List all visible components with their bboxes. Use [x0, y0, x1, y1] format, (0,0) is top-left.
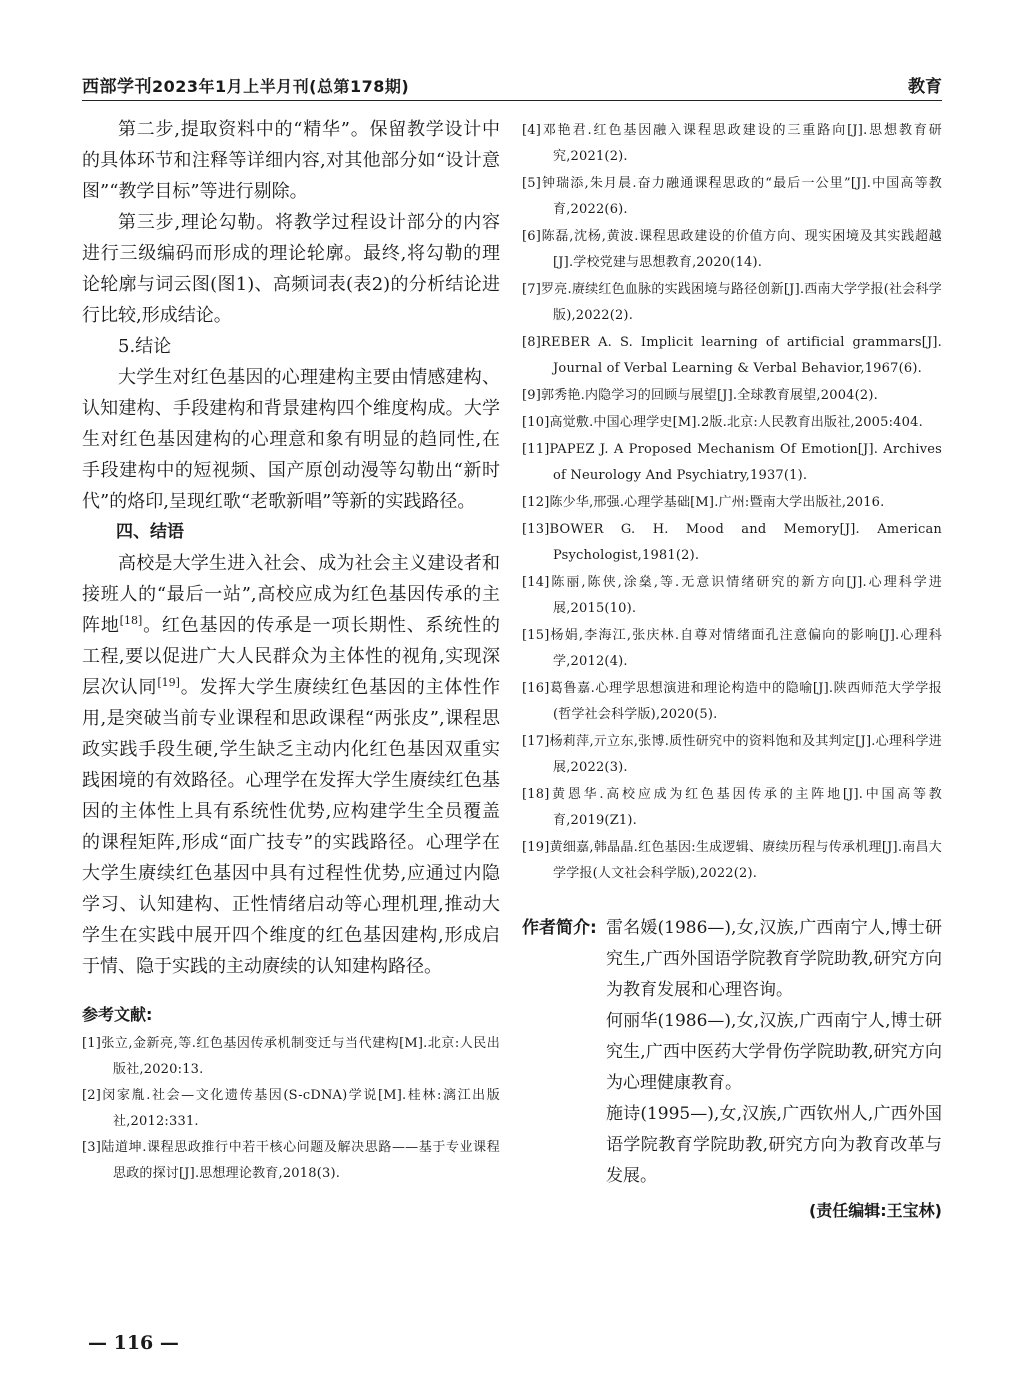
- epilogue-text-2: 。红色基因的传承是一项长期性、系统性的工程,要以促进广大人民群众为主体性的视角,实现深层次认同: [82, 615, 501, 698]
- reference-item: [6]陈磊,沈杨,黄波.课程思政建设的价值方向、现实困境及其实践超越[J].学校党建与思想教育,2020(14).: [522, 229, 942, 270]
- heading-epilogue: 四、结语: [116, 522, 184, 542]
- reference-item: [19]黄细嘉,韩晶晶.红色基因:生成逻辑、赓续历程与传承机理[J].南昌大学学报(人文社会科学版),2022(2).: [522, 840, 942, 881]
- right-column: [522, 118, 942, 1221]
- paragraph-step2: 第二步,提取资料中的“精华”。保留教学设计中的具体环节和注释等详细内容,对其他部分如“设计意图”“教学目标”等进行剔除。: [82, 119, 500, 202]
- reference-item: [17]杨莉萍,亓立东,张博.质性研究中的资料饱和及其判定[J].心理科学进展,2022(3).: [522, 734, 942, 775]
- author-entry: 雷名媛(1986—),女,汉族,广西南宁人,博士研究生,广西外国语学院教育学院助教,研究方向为教育发展和心理咨询。: [606, 918, 942, 1000]
- reference-item: [5]钟瑞添,朱月晨.奋力融通课程思政的“最后一公里”[J].中国高等教育,2022(6).: [522, 176, 942, 217]
- reference-item: [15]杨娟,李海江,张庆林.自尊对情绪面孔注意偏向的影响[J].心理科学,2012(4).: [522, 628, 942, 669]
- reference-item: [7]罗亮.赓续红色血脉的实践困境与路径创新[J].西南大学学报(社会科学版),2022(2).: [522, 282, 942, 323]
- citation-19: [19]: [157, 676, 180, 689]
- section-name: 教育: [908, 77, 942, 97]
- reference-item: [14]陈丽,陈侠,涂燊,等.无意识情绪研究的新方向[J].心理科学进展,2015(10).: [522, 575, 942, 616]
- author-bio: [522, 913, 942, 1192]
- reference-item: [10]高觉敷.中国心理学史[M].2版.北京:人民教育出版社,2005:404.: [522, 415, 923, 430]
- journal-title: [82, 72, 409, 97]
- issue-info: 2023年1月上半月刊(总第178期): [152, 77, 410, 96]
- paragraph-step3: 第三步,理论勾勒。将教学过程设计部分的内容进行三级编码而形成的理论轮廓。最终,将勾勒的理论轮廓与词云图(图1)、高频词表(表2)的分析结论进行比较,形成结论。: [82, 212, 500, 326]
- citation-18: [18]: [119, 614, 143, 627]
- paragraph-epilogue: [82, 548, 500, 982]
- page-number: — 116 —: [88, 1332, 179, 1354]
- reference-item: [16]葛鲁嘉.心理学思想演进和理论构造中的隐喻[J].陕西师范大学学报(哲学社会科学版),2020(5).: [522, 681, 942, 722]
- reference-item: [9]郭秀艳.内隐学习的回顾与展望[J].全球教育展望,2004(2).: [522, 388, 878, 403]
- reference-item: [3]陆道坤.课程思政推行中若干核心问题及解决思路——基于专业课程思政的探讨[J].思想理论教育,2018(3).: [82, 1140, 500, 1181]
- reference-item: [1]张立,金新亮,等.红色基因传承机制变迁与当代建构[M].北京:人民出版社,2020:13.: [82, 1036, 500, 1077]
- heading-conclusion: 5.结论: [118, 336, 172, 357]
- author-bio-label: 作者简介:: [522, 918, 597, 938]
- references-title: 参考文献:: [82, 1005, 153, 1024]
- author-entry: 施诗(1995—),女,汉族,广西钦州人,广西外国语学院教育学院助教,研究方向为教育改革与发展。: [606, 1104, 942, 1186]
- reference-item: [2]闵家胤.社会—文化遗传基因(S-cDNA)学说[M].桂林:漓江出版社,2012:331.: [82, 1088, 500, 1129]
- reference-item: [13]BOWER G. H. Mood and Memory[J]. American Psychologist,1981(2).: [522, 522, 942, 563]
- paragraph-conclusion: 大学生对红色基因的心理建构主要由情感建构、认知建构、手段建构和背景建构四个维度构成。大学生对红色基因建构的心理意和象有明显的趋同性,在手段建构中的短视频、国产原创动漫等勾勒出“新时代”的烙印,呈现红歌“老歌新唱”等新的实践路径。: [82, 367, 500, 512]
- running-header: [82, 72, 942, 101]
- epilogue-text-1: 高校是大学生进入社会、成为社会主义建设者和接班人的“最后一站”,高校应成为红色基因传承的主阵地: [82, 553, 500, 636]
- reference-item: [8]REBER A. S. Implicit learning of artificial grammars[J]. Journal of Verbal Learning & Verbal Behavior,1967(6).: [522, 335, 942, 376]
- left-column: [82, 114, 500, 1187]
- reference-item: [18]黄恩华.高校应成为红色基因传承的主阵地[J].中国高等教育,2019(Z1).: [522, 787, 942, 828]
- reference-item: [4]邓艳君.红色基因融入课程思政建设的三重路向[J].思想教育研究,2021(2).: [522, 123, 942, 164]
- reference-item: [11]PAPEZ J. A Proposed Mechanism Of Emotion[J]. Archives of Neurology And Psychiatry,1937(1).: [522, 442, 942, 483]
- epilogue-text-3: 。发挥大学生赓续红色基因的主体性作用,是突破当前专业课程和思政课程“两张皮”,课程思政实践手段生硬,学生缺乏主动内化红色基因双重实践困境的有效路径。心理学在发挥大学生赓续红色基因的主体性上具有系统性优势,应构建学生全员覆盖的课程矩阵,形成“面广技专”的实践路径。心理学在大学生赓续红色基因中具有过程性优势,应通过内隐学习、认知建构、正性情绪启动等心理机理,推动大学生在实践中展开四个维度的红色基因建构,形成启于情、隐于实践的主动赓续的认知建构路径。: [82, 677, 501, 977]
- journal-logo-text: 西部学刊: [82, 77, 152, 97]
- responsible-editor: (责任编辑:王宝林): [808, 1201, 942, 1220]
- author-entry: 何丽华(1986—),女,汉族,广西南宁人,博士研究生,广西中医药大学骨伤学院助教,研究方向为心理健康教育。: [606, 1011, 942, 1093]
- reference-item: [12]陈少华,邢强.心理学基础[M].广州:暨南大学出版社,2016.: [522, 495, 885, 510]
